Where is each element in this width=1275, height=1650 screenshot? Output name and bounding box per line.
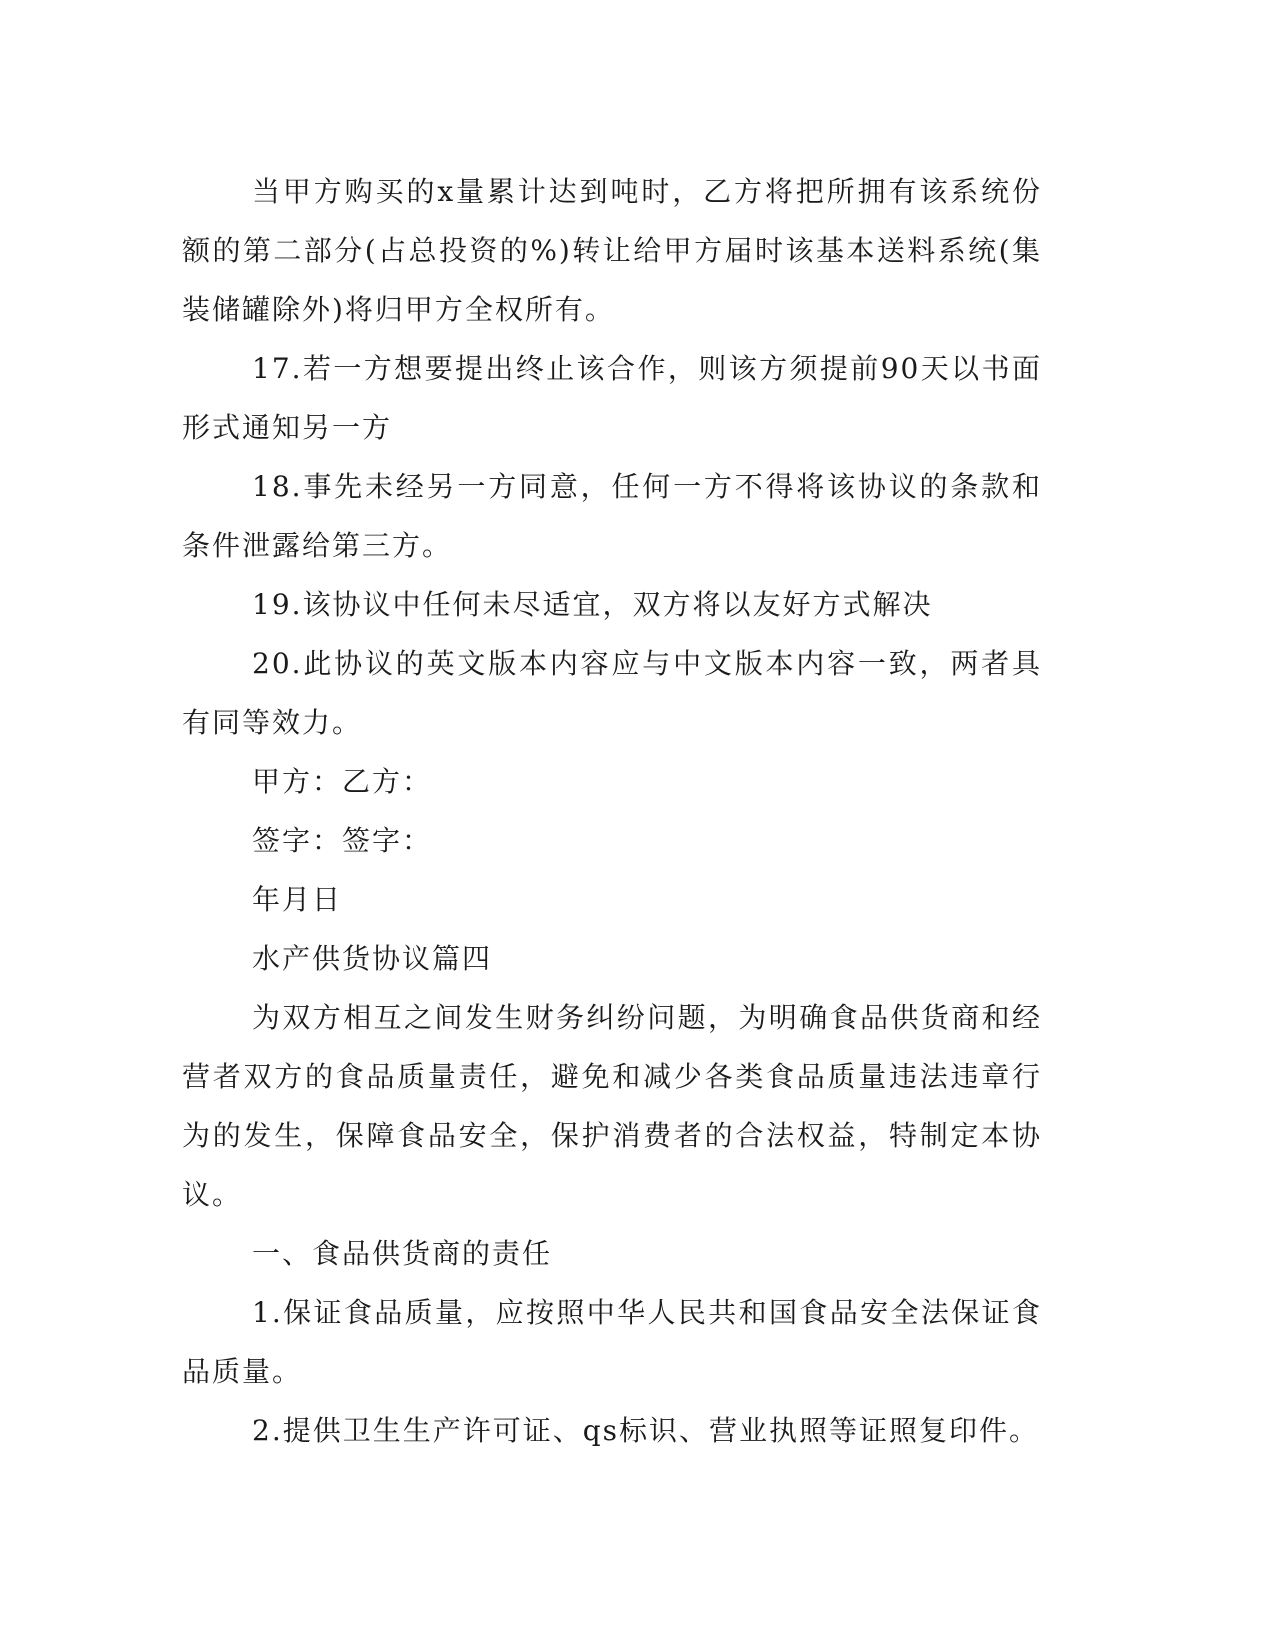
paragraph-duty-1: 1.保证食品质量，应按照中华人民共和国食品安全法保证食品质量。 — [182, 1296, 1042, 1388]
paragraph-transfer-clause: 当甲方购买的x量累计达到吨时，乙方将把所拥有该系统份额的第二部分(占总投资的%)转让给甲方届时该基本送料系统(集装储罐除外)将归甲方全权所有。 — [182, 175, 1042, 326]
signature-labels: 签字：签字： — [252, 824, 433, 857]
paragraph-clause-17: 17.若一方想要提出终止该合作，则该方须提前90天以书面形式通知另一方 — [182, 352, 1042, 444]
section-title: 水产供货协议篇四 — [252, 942, 493, 975]
section-heading-supplier-duties: 一、食品供货商的责任 — [252, 1237, 553, 1270]
paragraph-duty-2: 2.提供卫生生产许可证、qs标识、营业执照等证照复印件。 — [252, 1414, 1040, 1447]
paragraph-preamble: 为双方相互之间发生财务纠纷问题，为明确食品供货商和经营者双方的食品质量责任，避免和减少各类食品质量违法违章行为的发生，保障食品安全，保护消费者的合法权益，特制定本协议。 — [182, 1001, 1042, 1211]
document-body — [182, 162, 1042, 1460]
paragraph-clause-20: 20.此协议的英文版本内容应与中文版本内容一致，两者具有同等效力。 — [182, 647, 1042, 739]
date-line: 年月日 — [252, 883, 343, 916]
paragraph-clause-18: 18.事先未经另一方同意，任何一方不得将该协议的条款和条件泄露给第三方。 — [182, 470, 1042, 562]
paragraph-clause-19: 19.该协议中任何未尽适宜，双方将以友好方式解决 — [252, 588, 933, 621]
party-labels: 甲方：乙方： — [252, 765, 433, 798]
